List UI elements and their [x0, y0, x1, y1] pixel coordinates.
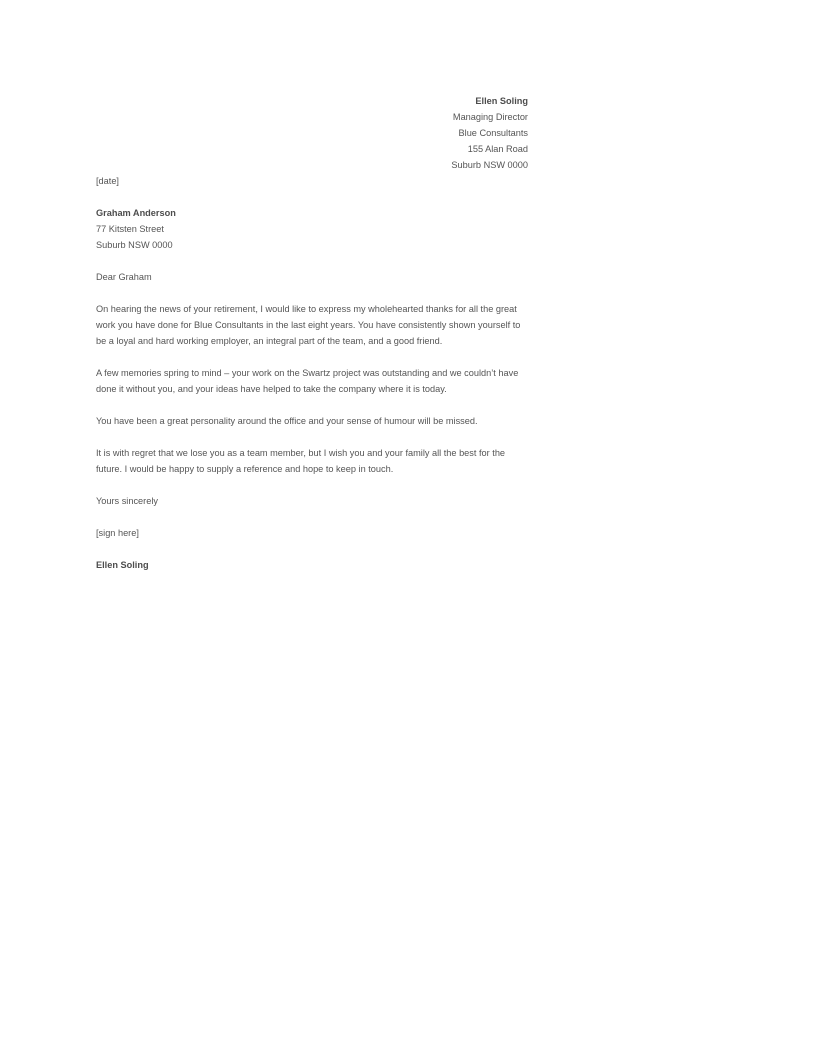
- recipient-name: Graham Anderson: [96, 208, 176, 218]
- sender-street: 155 Alan Road: [467, 144, 528, 154]
- signer-name: Ellen Soling: [96, 560, 149, 570]
- paragraph-line: On hearing the news of your retirement, I would like to express my wholehearted thanks for all the great: [96, 304, 517, 314]
- paragraph-line: future. I would be happy to supply a reference and hope to keep in touch.: [96, 464, 394, 474]
- signature-placeholder: [sign here]: [96, 528, 139, 538]
- salutation: Dear Graham: [96, 272, 152, 282]
- paragraph-line: be a loyal and hard working employer, an integral part of the team, and a good friend.: [96, 336, 443, 346]
- sender-company: Blue Consultants: [458, 128, 528, 138]
- recipient-address-block: [96, 205, 536, 253]
- paragraph-line: A few memories spring to mind – your work on the Swartz project was outstanding and we couldn’t have: [96, 368, 519, 378]
- sender-title: Managing Director: [452, 112, 528, 122]
- paragraph-line: You have been a great personality around the office and your sense of humour will be missed.: [96, 416, 478, 426]
- paragraph-4: [96, 445, 536, 477]
- paragraph-line: work you have done for Blue Consultants in the last eight years. You have consistently shown yourself to: [96, 320, 521, 330]
- paragraph-3: [96, 413, 536, 429]
- paragraph-2: [96, 365, 536, 397]
- letter-body: [96, 173, 536, 573]
- sender-name: Ellen Soling: [475, 96, 528, 106]
- sender-address-block: [300, 93, 528, 173]
- closing: Yours sincerely: [96, 496, 158, 506]
- letter-date: [date]: [96, 176, 119, 186]
- recipient-city: Suburb NSW 0000: [96, 240, 173, 250]
- paragraph-line: It is with regret that we lose you as a team member, but I wish you and your family all the best for the: [96, 448, 506, 458]
- paragraph-line: done it without you, and your ideas have helped to take the company where it is today.: [96, 384, 447, 394]
- sender-city: Suburb NSW 0000: [451, 160, 528, 170]
- paragraph-1: [96, 301, 536, 349]
- recipient-street: 77 Kitsten Street: [96, 224, 164, 234]
